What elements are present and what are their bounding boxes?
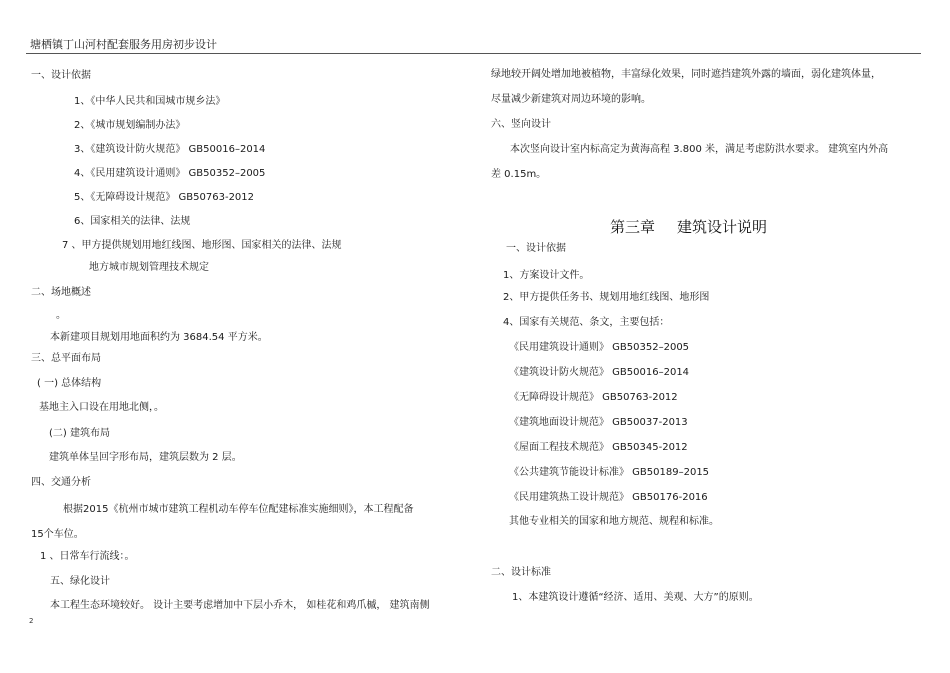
chapter-title: 建筑设计说明 bbox=[677, 218, 768, 236]
basis-item: 6、国家相关的法律、法规 bbox=[74, 216, 191, 227]
basis-item: 3、《建筑设计防火规范》 GB50016–2014 bbox=[74, 144, 266, 155]
basis-item-continuation: 地方城市规划管理技术规定 bbox=[89, 262, 209, 273]
other-standards-text: 其他专业相关的国家和地方规范、规程和标准。 bbox=[509, 516, 719, 527]
basis-item: 2、甲方提供任务书、规划用地红线图、地形图 bbox=[503, 292, 710, 303]
traffic-text: 根据2015《杭州市城市建筑工程机动车停车位配建标准实施细则》，本工程配备 bbox=[63, 504, 414, 515]
document-header-title: 塘栖镇丁山河村配套服务用房初步设计 bbox=[30, 38, 217, 51]
code-list-item: 《无障碍设计规范》 GB50763-2012 bbox=[509, 392, 678, 403]
code-list-item: 《建筑设计防火规范》 GB50016–2014 bbox=[509, 367, 690, 378]
section-title-design-basis: 一、设计依据 bbox=[506, 243, 566, 254]
basis-item: 4、《民用建筑设计通则》 GB50352–2005 bbox=[74, 168, 266, 179]
vertical-design-text: 本次竖向设计室内标高定为黄海高程 3.800 米，满足考虑防洪水要求。 建筑室内外高 bbox=[510, 144, 889, 155]
basis-item: 4、国家有关规范、条文，主要包括： bbox=[503, 317, 670, 328]
code-list-item: 《建筑地面设计规范》 GB50037-2013 bbox=[509, 417, 688, 428]
page-number: 2 bbox=[29, 617, 34, 625]
traffic-flow-item: 1 、日常车行流线：。 bbox=[40, 551, 135, 562]
subsection-building-layout: (二) 建筑布局 bbox=[49, 428, 110, 439]
basis-item: 5、《无障碍设计规范》 GB50763-2012 bbox=[74, 192, 255, 203]
section-title-design-standard: 二、设计标准 bbox=[491, 567, 551, 578]
landscaping-text-continuation: 尽量减少新建筑对周边环境的影响。 bbox=[491, 94, 651, 105]
traffic-text-continuation: 15个车位。 bbox=[31, 529, 84, 540]
basis-item: 1、《中华人民共和国城市规乡法》 bbox=[74, 96, 226, 107]
basis-item: 2、《城市规划编制办法》 bbox=[74, 120, 186, 131]
design-standard-item: 1、本建筑设计遵循“经济、适用、美观、大方”的原则。 bbox=[512, 592, 759, 603]
site-area-text: 本新建项目规划用地面积约为 3684.54 平方米。 bbox=[50, 332, 268, 343]
landscaping-text: 本工程生态环境较好。 设计主要考虑增加中下层小乔木， 如桂花和鸡爪槭， 建筑南侧 bbox=[50, 600, 430, 611]
code-list-item: 《公共建筑节能设计标准》 GB50189–2015 bbox=[509, 467, 710, 478]
section-title-landscaping: 五、绿化设计 bbox=[50, 576, 110, 587]
site-overview-mark: 。 bbox=[56, 310, 66, 321]
section-title-design-basis: 一、设计依据 bbox=[31, 70, 91, 81]
basis-item: 7 、甲方提供规划用地红线图、地形图、国家相关的法律、法规 bbox=[62, 240, 342, 251]
basis-item: 1、方案设计文件。 bbox=[503, 270, 590, 281]
code-list-item: 《民用建筑设计通则》 GB50352–2005 bbox=[509, 342, 690, 353]
section-title-traffic: 四、交通分析 bbox=[31, 477, 91, 488]
section-title-site-overview: 二、场地概述 bbox=[31, 287, 91, 298]
section-title-site-plan: 三、总平面布局 bbox=[31, 353, 101, 364]
vertical-design-text-continuation: 差 0.15m。 bbox=[491, 169, 547, 180]
subsection-overall-structure: ( 一) 总体结构 bbox=[37, 378, 102, 389]
overall-structure-text: 基地主入口设在用地北侧，。 bbox=[39, 402, 164, 413]
chapter-number: 第三章 bbox=[610, 218, 656, 236]
header-divider bbox=[26, 53, 921, 54]
code-list-item: 《屋面工程技术规范》 GB50345-2012 bbox=[509, 442, 688, 453]
landscaping-text-continuation: 绿地较开阔处增加地被植物，丰富绿化效果，同时遮挡建筑外露的墙面，弱化建筑体量， bbox=[491, 69, 881, 80]
chapter-heading bbox=[610, 216, 767, 237]
building-layout-text: 建筑单体呈回字形布局，建筑层数为 2 层。 bbox=[49, 452, 242, 463]
section-title-vertical-design: 六、竖向设计 bbox=[491, 119, 551, 130]
code-list-item: 《民用建筑热工设计规范》 GB50176-2016 bbox=[509, 492, 708, 503]
